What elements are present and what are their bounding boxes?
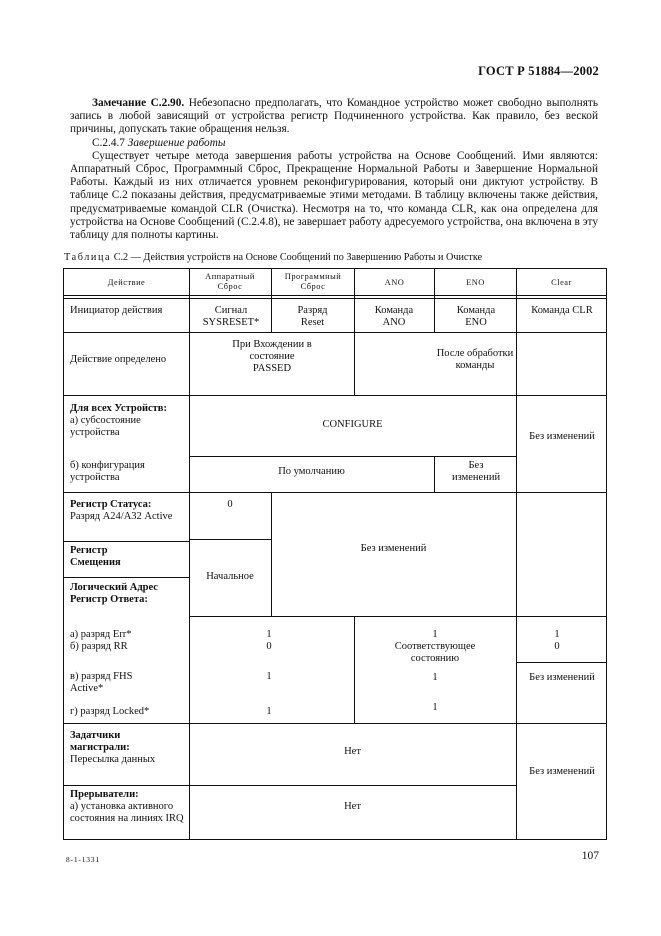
bus-int-clear-unchanged: Без изменений: [529, 766, 595, 777]
header-clear: Clear: [551, 278, 572, 287]
rule: [64, 295, 606, 296]
section-number: C.2.4.7: [92, 136, 128, 149]
ab-right-2: 0: [554, 641, 560, 652]
rule: [434, 456, 435, 492]
interrupts-item: а) установка активного состояния на линиях IRQ: [70, 801, 184, 824]
initiator-hw: Сигнал SYSRESET*: [202, 305, 260, 328]
configure-value: CONFIGURE: [322, 419, 383, 430]
rule: [189, 616, 606, 617]
c-right: Без изменений: [529, 672, 595, 683]
status-reg-block: [70, 499, 185, 523]
status-reg-bit: Разряд А24/А32 Active: [70, 511, 173, 522]
c-mid: 1: [432, 672, 438, 683]
body-text: [70, 97, 598, 242]
bus-transfer: Пересылка данных: [70, 754, 156, 765]
rule: [271, 269, 272, 332]
rule: [64, 541, 189, 542]
defined-label: Действие определено: [70, 354, 167, 365]
item-err: а) разряд Err*: [70, 629, 132, 640]
note-paragraph: [70, 97, 598, 137]
rule: [64, 332, 606, 333]
header-action: Действие: [107, 278, 146, 287]
rule: [64, 492, 606, 493]
interrupts-label: Прерыватели:: [70, 789, 139, 800]
section-heading: [70, 137, 598, 150]
rule: [354, 616, 355, 723]
default-value: По умолчанию: [278, 466, 345, 477]
table-caption: [64, 252, 604, 263]
status-reg-label: Регистр Статуса:: [70, 499, 152, 510]
rule: [189, 456, 516, 457]
offset-hw-value: Начальное: [206, 571, 254, 582]
note-text: Небезопасно предполагать, что Командное устройство может свободно выполнять запись в любой зависящий от устройства регистр Подчиненного устройства. Как правило, без веской причины, допускать такие обращения нельзя.: [70, 97, 598, 136]
item-fhs: в) разряд FHS Active*: [70, 671, 133, 694]
all-devices-item-a: а) субсостояние устройства: [70, 415, 141, 438]
eno-unchanged: Без изменений: [452, 460, 501, 483]
bus-block: [70, 730, 180, 766]
rule: [64, 723, 606, 724]
ab-right-1: 1: [554, 629, 560, 640]
interrupts-block: [70, 789, 188, 825]
section-title: Завершение работы: [127, 136, 226, 149]
ab-mid: [380, 629, 490, 665]
footer-code: 8-1-1331: [66, 855, 100, 864]
rule: [64, 785, 516, 786]
rule: [64, 395, 606, 396]
logical-items-ab: [70, 629, 188, 653]
ab-right: [547, 629, 567, 653]
logical-reg-label: Логический Адрес Регистр Ответа:: [70, 582, 158, 605]
all-devices-label: Для всех Устройств:: [70, 403, 167, 414]
c-left: 1: [266, 671, 272, 682]
interrupts-value: Нет: [344, 801, 361, 812]
ab-mid-2: Соответствующее состоянию: [394, 641, 476, 664]
header-sw-reset: Программный Сброс: [284, 272, 342, 291]
note-label: Замечание С.2.90.: [92, 97, 185, 109]
bus-value: Нет: [344, 746, 361, 757]
initiator-ano: Команда ANO: [374, 305, 414, 328]
d-left: 1: [266, 706, 272, 717]
item-rr: б) разряд RR: [70, 641, 128, 652]
bus-label: Задатчики магистрали:: [70, 730, 130, 753]
ab-left: [259, 629, 279, 653]
caption-prefix: Таблица: [64, 252, 112, 263]
status-hw-value: 0: [227, 499, 233, 510]
clear-unchanged-devices: Без изменений: [529, 431, 595, 442]
rule: [64, 577, 189, 578]
standard-number: ГОСТ Р 51884—2002: [478, 64, 599, 78]
main-paragraph: Существует четыре метода завершения работы устройства на Основе Сообщений. Ими являются: Аппаратный Сброс, Программный Сброс, Прекращение Нормальной Работы и Завершение Нормальной Работы. Каждый из них отличается уровнем реконфигурирования, который они диктуют устройству. В таблице С.2 показаны действия, предусматриваемые этими методами. В таблицу включены также действия, предусматриваемые командой CLR (Очистка). Несмотря на то, что команда CLR, как она определена для устройства на Основе Сообщений (С.2.4.8), не завершает работу адресуемого устройства, она включена в эту таблицу для полноты картины.: [70, 149, 598, 242]
header-hw-reset: Аппаратный Сброс: [205, 272, 255, 291]
ab-left-2: 0: [266, 641, 272, 652]
initiator-clear: Команда CLR: [531, 305, 593, 316]
defined-right: После обработки команды: [436, 348, 514, 371]
initiator-label: Инициатор действия: [70, 305, 163, 316]
rule: [64, 298, 606, 299]
header-ano: ANO: [384, 278, 405, 287]
ab-mid-1: 1: [432, 629, 438, 640]
offset-reg-label: Регистр Смещения: [70, 545, 121, 568]
rule: [189, 539, 271, 540]
page-number: 107: [581, 850, 599, 862]
all-devices-item-b: б) конфигурация устройства: [70, 460, 145, 483]
defined-left: При Вхождении в состояние PASSED: [232, 339, 312, 374]
d-mid: 1: [432, 702, 438, 713]
ab-left-1: 1: [266, 629, 272, 640]
caption-text: С.2 — Действия устройств на Основе Сообщений по Завершению Работы и Очистке: [111, 252, 483, 263]
rule: [516, 662, 606, 663]
actions-table: [63, 268, 607, 840]
all-devices-block: [70, 403, 185, 439]
initiator-eno: Команда ENO: [456, 305, 496, 328]
header-eno: ENO: [466, 278, 485, 287]
initiator-sw: Разряд Reset: [297, 305, 328, 328]
registers-unchanged: Без изменений: [360, 543, 427, 554]
item-locked: г) разряд Locked*: [70, 706, 150, 717]
